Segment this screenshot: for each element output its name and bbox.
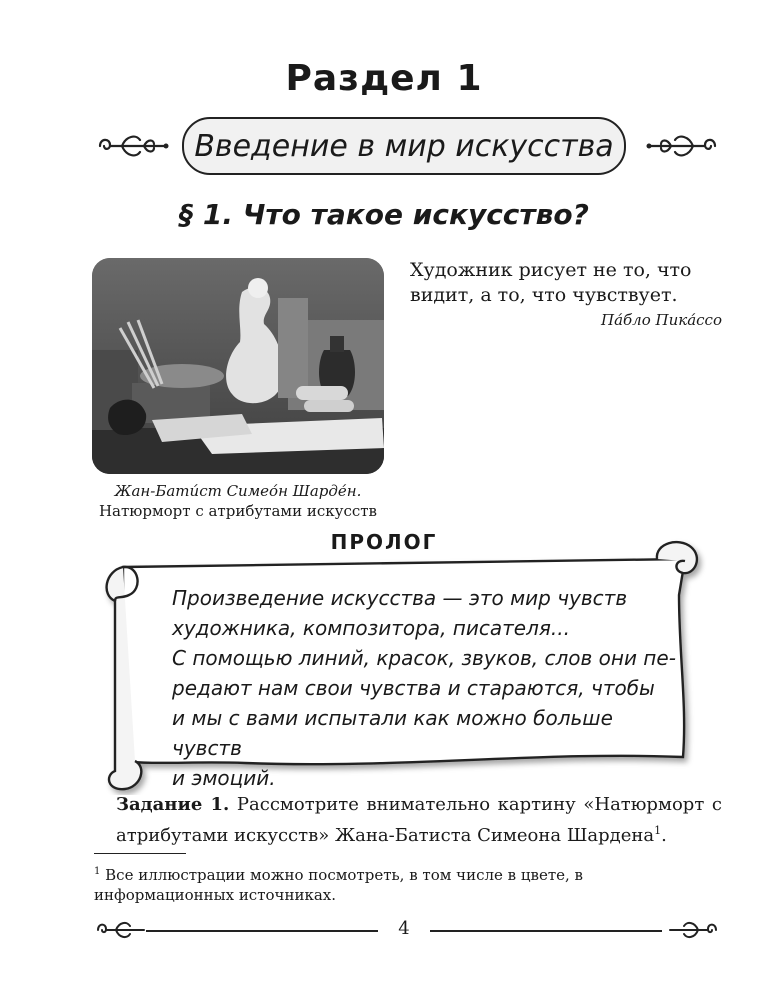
footnote-text: Все иллюстрации можно посмотреть, в том числе в цвете, в информационных источниках. bbox=[94, 866, 583, 904]
chapter-title: Введение в мир искусства bbox=[194, 128, 614, 164]
prologue-line: и эмоций. bbox=[172, 766, 276, 790]
epigraph-author: Па́бло Пика́ссо bbox=[600, 311, 722, 329]
flourish-left-icon bbox=[92, 128, 170, 164]
figure-caption bbox=[92, 481, 384, 521]
epigraph-text: Художник рисует не то, что видит, а то, что чувствует. bbox=[410, 259, 692, 306]
chapter-banner bbox=[182, 117, 626, 175]
task-label: Задание 1. bbox=[116, 794, 230, 815]
prologue-label: ПРОЛОГ bbox=[330, 530, 438, 554]
footer-divider-right bbox=[430, 930, 662, 932]
prologue-line: и мы с вами испытали как можно больше чувств bbox=[172, 706, 613, 760]
prologue-line: редают нам свои чувства и стараются, чтобы bbox=[172, 676, 655, 700]
task-1: Задание 1. Рассмотрите внимательно картину «Натюрморт с атрибутами искусств» Жана-Батиста Симеона Шардена$^1$. bbox=[116, 794, 722, 846]
paragraph-heading: § 1. Что такое искусство? bbox=[179, 198, 589, 231]
footnote bbox=[94, 862, 722, 905]
footer-divider-left bbox=[146, 930, 378, 932]
caption-author: Жан-Бати́ст Симео́н Шарде́н. bbox=[114, 482, 362, 500]
prologue-text bbox=[172, 583, 687, 793]
flourish-right-icon bbox=[645, 128, 723, 164]
footnote-mark: 1 bbox=[94, 866, 101, 877]
section-title: Раздел 1 bbox=[285, 58, 483, 99]
footnote-divider bbox=[94, 853, 186, 854]
prologue-line: С помощью линий, красок, звуков, слов они пе- bbox=[172, 646, 676, 670]
caption-title: Натюрморт с атрибутами искусств bbox=[98, 502, 378, 520]
epigraph bbox=[410, 258, 722, 330]
flourish-right-icon bbox=[668, 915, 722, 945]
task-text: Рассмотрите внимательно картину «Натюрморт с атрибутами искусств» Жана-Батиста Симеона Шардена bbox=[116, 794, 722, 846]
flourish-left-icon bbox=[92, 915, 146, 945]
still-life-painting bbox=[92, 258, 384, 474]
footnote-ref: 1 bbox=[654, 824, 662, 837]
prologue-line: Произведение искусства — это мир чувств bbox=[172, 586, 628, 610]
prologue-line: художника, композитора, писателя... bbox=[172, 616, 570, 640]
page-number: 4 bbox=[398, 918, 410, 939]
